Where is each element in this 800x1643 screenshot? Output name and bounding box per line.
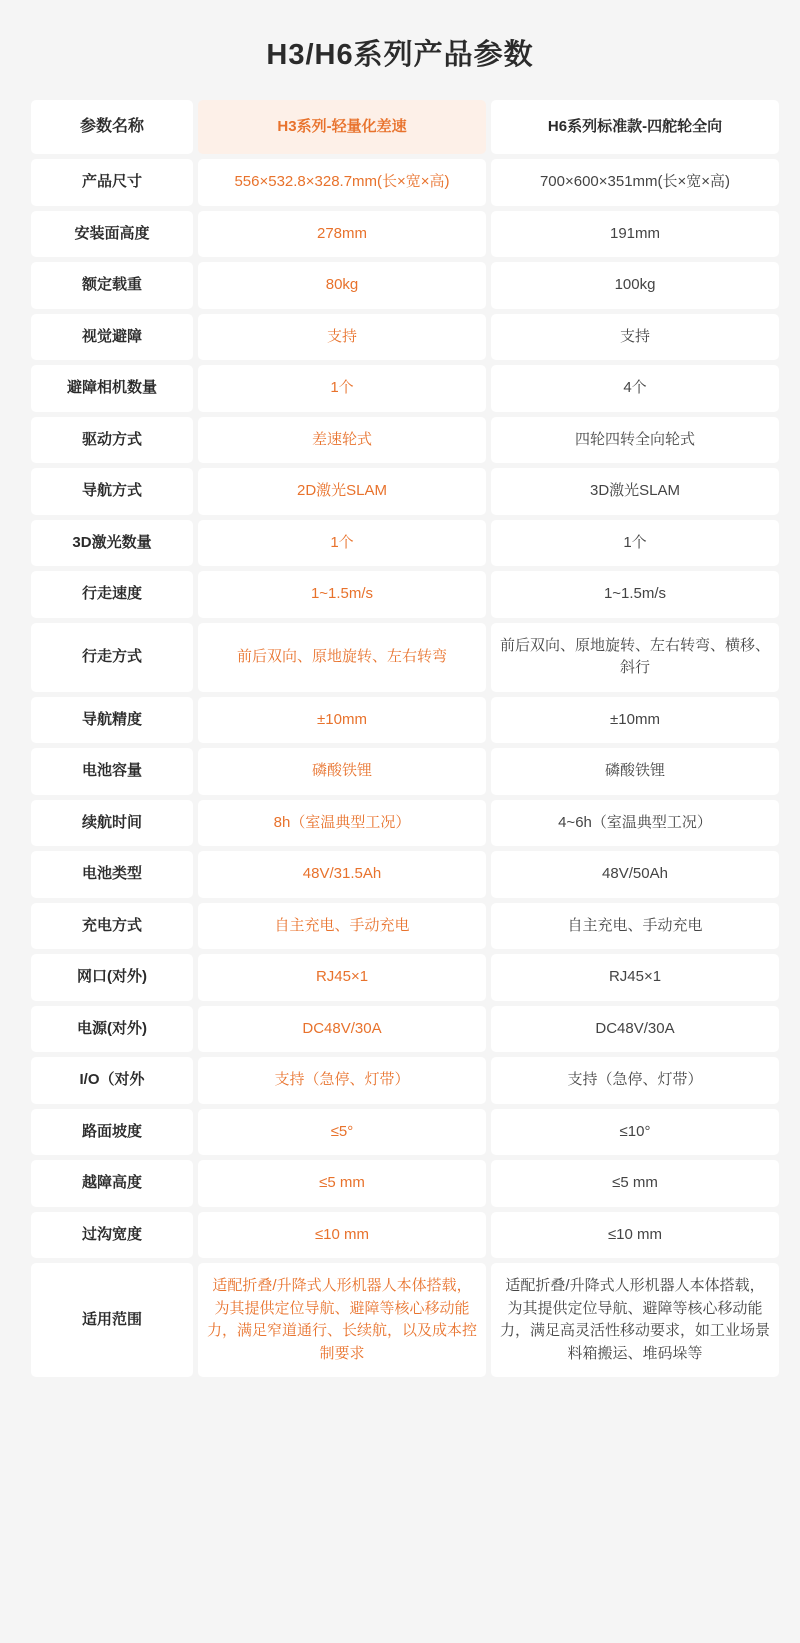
table-row bbox=[31, 697, 779, 744]
row-label: I/O（对外 bbox=[31, 1057, 193, 1104]
table-row bbox=[31, 571, 779, 618]
row-value-h3: 前后双向、原地旋转、左右转弯 bbox=[198, 623, 486, 692]
row-value-h6: 前后双向、原地旋转、左右转弯、横移、斜行 bbox=[491, 623, 779, 692]
row-value-h6: 700×600×351mm(长×宽×高) bbox=[491, 159, 779, 206]
row-label: 适用范围 bbox=[31, 1263, 193, 1377]
row-value-h3: 556×532.8×328.7mm(长×宽×高) bbox=[198, 159, 486, 206]
row-label: 越障高度 bbox=[31, 1160, 193, 1207]
row-label: 安装面高度 bbox=[31, 211, 193, 258]
row-value-h3: 自主充电、手动充电 bbox=[198, 903, 486, 950]
row-label: 电池类型 bbox=[31, 851, 193, 898]
header-cell-h6: H6系列标准款-四舵轮全向 bbox=[491, 100, 779, 154]
row-value-h3: DC48V/30A bbox=[198, 1006, 486, 1053]
row-value-h3: 差速轮式 bbox=[198, 417, 486, 464]
row-value-h6: 支持（急停、灯带） bbox=[491, 1057, 779, 1104]
table-row bbox=[31, 468, 779, 515]
row-value-h3: 支持 bbox=[198, 314, 486, 361]
row-value-h3: 支持（急停、灯带） bbox=[198, 1057, 486, 1104]
row-value-h3: ≤5° bbox=[198, 1109, 486, 1156]
row-value-h6: 4~6h（室温典型工况） bbox=[491, 800, 779, 847]
table-row bbox=[31, 417, 779, 464]
row-value-h3: 2D激光SLAM bbox=[198, 468, 486, 515]
table-row bbox=[31, 520, 779, 567]
row-label: 额定载重 bbox=[31, 262, 193, 309]
row-value-h3: 1~1.5m/s bbox=[198, 571, 486, 618]
row-value-h3: 1个 bbox=[198, 520, 486, 567]
row-label: 产品尺寸 bbox=[31, 159, 193, 206]
row-label: 行走方式 bbox=[31, 623, 193, 692]
row-value-h3: 278mm bbox=[198, 211, 486, 258]
row-value-h6: 磷酸铁锂 bbox=[491, 748, 779, 795]
table-row bbox=[31, 1160, 779, 1207]
row-value-h3: 80kg bbox=[198, 262, 486, 309]
table-row bbox=[31, 262, 779, 309]
row-value-h6: ≤10 mm bbox=[491, 1212, 779, 1259]
row-label: 避障相机数量 bbox=[31, 365, 193, 412]
row-value-h6: ±10mm bbox=[491, 697, 779, 744]
row-value-h6: DC48V/30A bbox=[491, 1006, 779, 1053]
row-value-h6: 4个 bbox=[491, 365, 779, 412]
row-label: 过沟宽度 bbox=[31, 1212, 193, 1259]
table-header-row bbox=[31, 100, 779, 154]
table-row bbox=[31, 211, 779, 258]
row-value-h3: ≤5 mm bbox=[198, 1160, 486, 1207]
row-value-h3: 1个 bbox=[198, 365, 486, 412]
row-value-h3: ≤10 mm bbox=[198, 1212, 486, 1259]
table-row bbox=[31, 314, 779, 361]
row-value-h6: 适配折叠/升降式人形机器人本体搭载，为其提供定位导航、避障等核心移动能力，满足高灵活性移动要求，如工业场景料箱搬运、堆码垛等 bbox=[491, 1263, 779, 1377]
row-value-h6: 1个 bbox=[491, 520, 779, 567]
row-value-h6: 1~1.5m/s bbox=[491, 571, 779, 618]
row-value-h3: 48V/31.5Ah bbox=[198, 851, 486, 898]
page-title: H3/H6系列产品参数 bbox=[266, 39, 534, 71]
row-label: 3D激光数量 bbox=[31, 520, 193, 567]
row-value-h6: 3D激光SLAM bbox=[491, 468, 779, 515]
row-label: 续航时间 bbox=[31, 800, 193, 847]
header-cell-name: 参数名称 bbox=[31, 100, 193, 154]
table-row bbox=[31, 748, 779, 795]
row-value-h6: 191mm bbox=[491, 211, 779, 258]
row-value-h6: ≤10° bbox=[491, 1109, 779, 1156]
row-value-h6: ≤5 mm bbox=[491, 1160, 779, 1207]
table-row bbox=[31, 159, 779, 206]
row-label: 行走速度 bbox=[31, 571, 193, 618]
row-value-h3: RJ45×1 bbox=[198, 954, 486, 1001]
row-value-h6: RJ45×1 bbox=[491, 954, 779, 1001]
row-label: 驱动方式 bbox=[31, 417, 193, 464]
row-value-h3: 适配折叠/升降式人形机器人本体搭载，为其提供定位导航、避障等核心移动能力，满足窄道通行、长续航，以及成本控制要求 bbox=[198, 1263, 486, 1377]
table-row bbox=[31, 1057, 779, 1104]
table-row bbox=[31, 1109, 779, 1156]
row-label: 充电方式 bbox=[31, 903, 193, 950]
row-label: 导航精度 bbox=[31, 697, 193, 744]
table-row bbox=[31, 1263, 779, 1377]
row-value-h6: 支持 bbox=[491, 314, 779, 361]
table-row bbox=[31, 365, 779, 412]
table-row bbox=[31, 623, 779, 692]
table-row bbox=[31, 1212, 779, 1259]
table-row bbox=[31, 800, 779, 847]
row-value-h6: 48V/50Ah bbox=[491, 851, 779, 898]
row-value-h3: 8h（室温典型工况） bbox=[198, 800, 486, 847]
row-value-h6: 四轮四转全向轮式 bbox=[491, 417, 779, 464]
row-label: 路面坡度 bbox=[31, 1109, 193, 1156]
row-value-h6: 自主充电、手动充电 bbox=[491, 903, 779, 950]
row-label: 网口(对外) bbox=[31, 954, 193, 1001]
table-row bbox=[31, 851, 779, 898]
row-label: 视觉避障 bbox=[31, 314, 193, 361]
spec-table-body bbox=[31, 100, 779, 1377]
table-row bbox=[31, 1006, 779, 1053]
row-label: 电源(对外) bbox=[31, 1006, 193, 1053]
row-value-h6: 100kg bbox=[491, 262, 779, 309]
row-value-h3: ±10mm bbox=[198, 697, 486, 744]
header-cell-h3: H3系列-轻量化差速 bbox=[198, 100, 486, 154]
row-value-h3: 磷酸铁锂 bbox=[198, 748, 486, 795]
table-row bbox=[31, 954, 779, 1001]
table-row bbox=[31, 903, 779, 950]
spec-table bbox=[26, 95, 784, 1382]
row-label: 电池容量 bbox=[31, 748, 193, 795]
row-label: 导航方式 bbox=[31, 468, 193, 515]
